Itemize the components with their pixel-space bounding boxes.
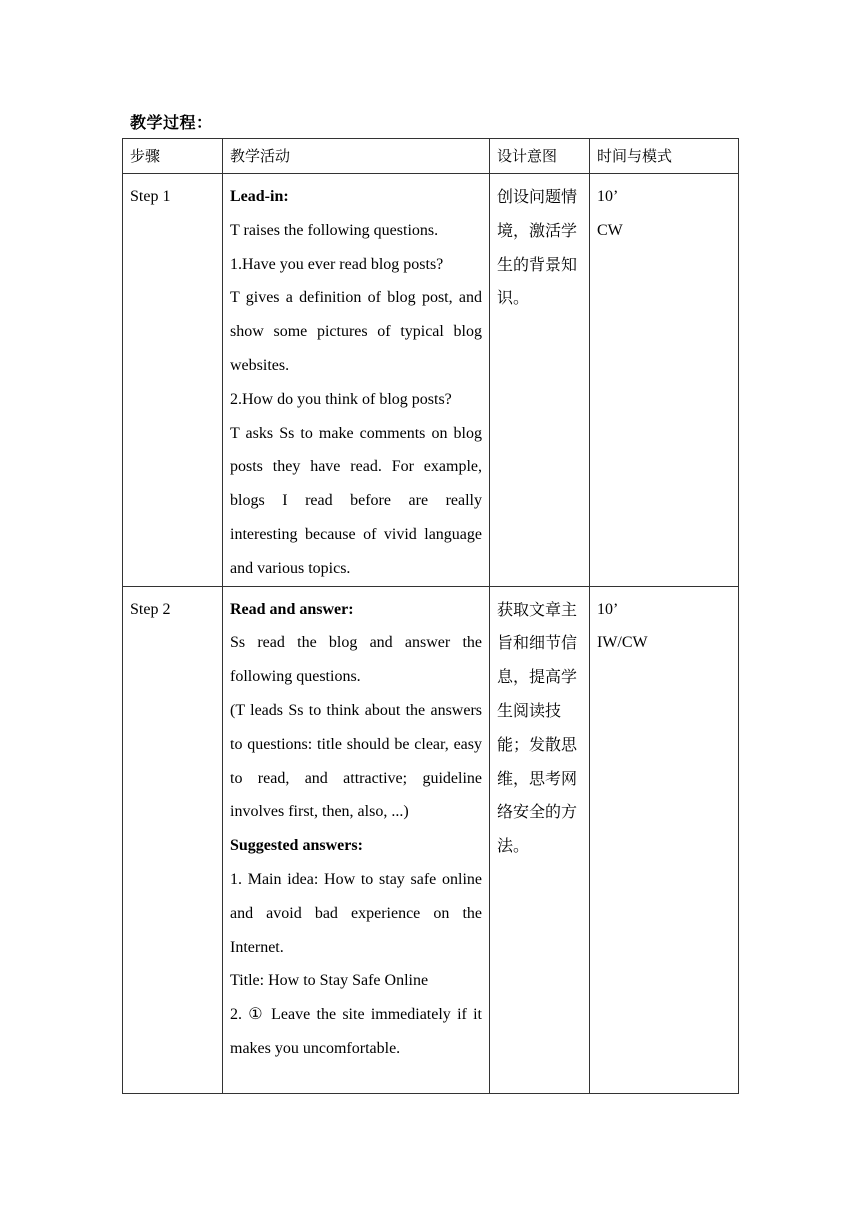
- activity-cell: [223, 586, 490, 1093]
- activity-cell: [223, 174, 490, 587]
- answer-line: 1. Main idea: How to stay safe online and avoid bad experience on the Internet.: [230, 870, 482, 956]
- activity-title: Read and answer:: [230, 600, 354, 618]
- teaching-process-table: [122, 138, 739, 1094]
- answers-subtitle: Suggested answers:: [230, 837, 363, 855]
- header-activity: 教学活动: [223, 139, 490, 174]
- activity-line: 1.Have you ever read blog posts?: [230, 255, 444, 273]
- activity-line: T gives a definition of blog post, and show some pictures of typical blog websites.: [230, 289, 482, 374]
- header-intent: 设计意图: [490, 139, 590, 174]
- section-heading: 教学过程：: [130, 113, 213, 132]
- table-header-row: [123, 139, 739, 174]
- activity-line: Ss read the blog and answer the following questions.: [230, 634, 482, 686]
- time-value: 10’: [597, 188, 619, 205]
- activity-line: 2.How do you think of blog posts?: [230, 390, 452, 408]
- activity-title: Lead-in:: [230, 188, 289, 205]
- time-value: 10’: [597, 600, 619, 618]
- answer-line: Title: How to Stay Safe Online: [230, 972, 429, 990]
- activity-line: (T leads Ss to think about the answers to questions: title should be clear, easy to read, and attractive; guideline involves first, then, also, ...): [230, 701, 482, 821]
- table-row-step-2: [123, 586, 739, 1093]
- answer-line: 2. ① Leave the site immediately if it makes you uncomfortable.: [230, 1006, 482, 1057]
- activity-line: T asks Ss to make comments on blog posts they have read. For example, blogs I read before are really interesting because of vivid language and various topics.: [230, 424, 482, 577]
- step-cell: Step 2: [123, 586, 223, 1093]
- activity-line: T raises the following questions.: [230, 221, 439, 239]
- step-cell: Step 1: [123, 174, 223, 587]
- time-cell: [590, 586, 739, 1093]
- time-cell: [590, 174, 739, 587]
- mode-value: CW: [597, 221, 623, 239]
- header-step: 步骤: [123, 139, 223, 174]
- table-row-step-1: [123, 174, 739, 587]
- intent-cell: 创设问题情境，激活学生的背景知识。: [490, 174, 590, 587]
- intent-cell: 获取文章主旨和细节信息，提高学生阅读技能；发散思维，思考网络安全的方法。: [490, 586, 590, 1093]
- header-time: 时间与模式: [590, 139, 739, 174]
- mode-value: IW/CW: [597, 634, 648, 652]
